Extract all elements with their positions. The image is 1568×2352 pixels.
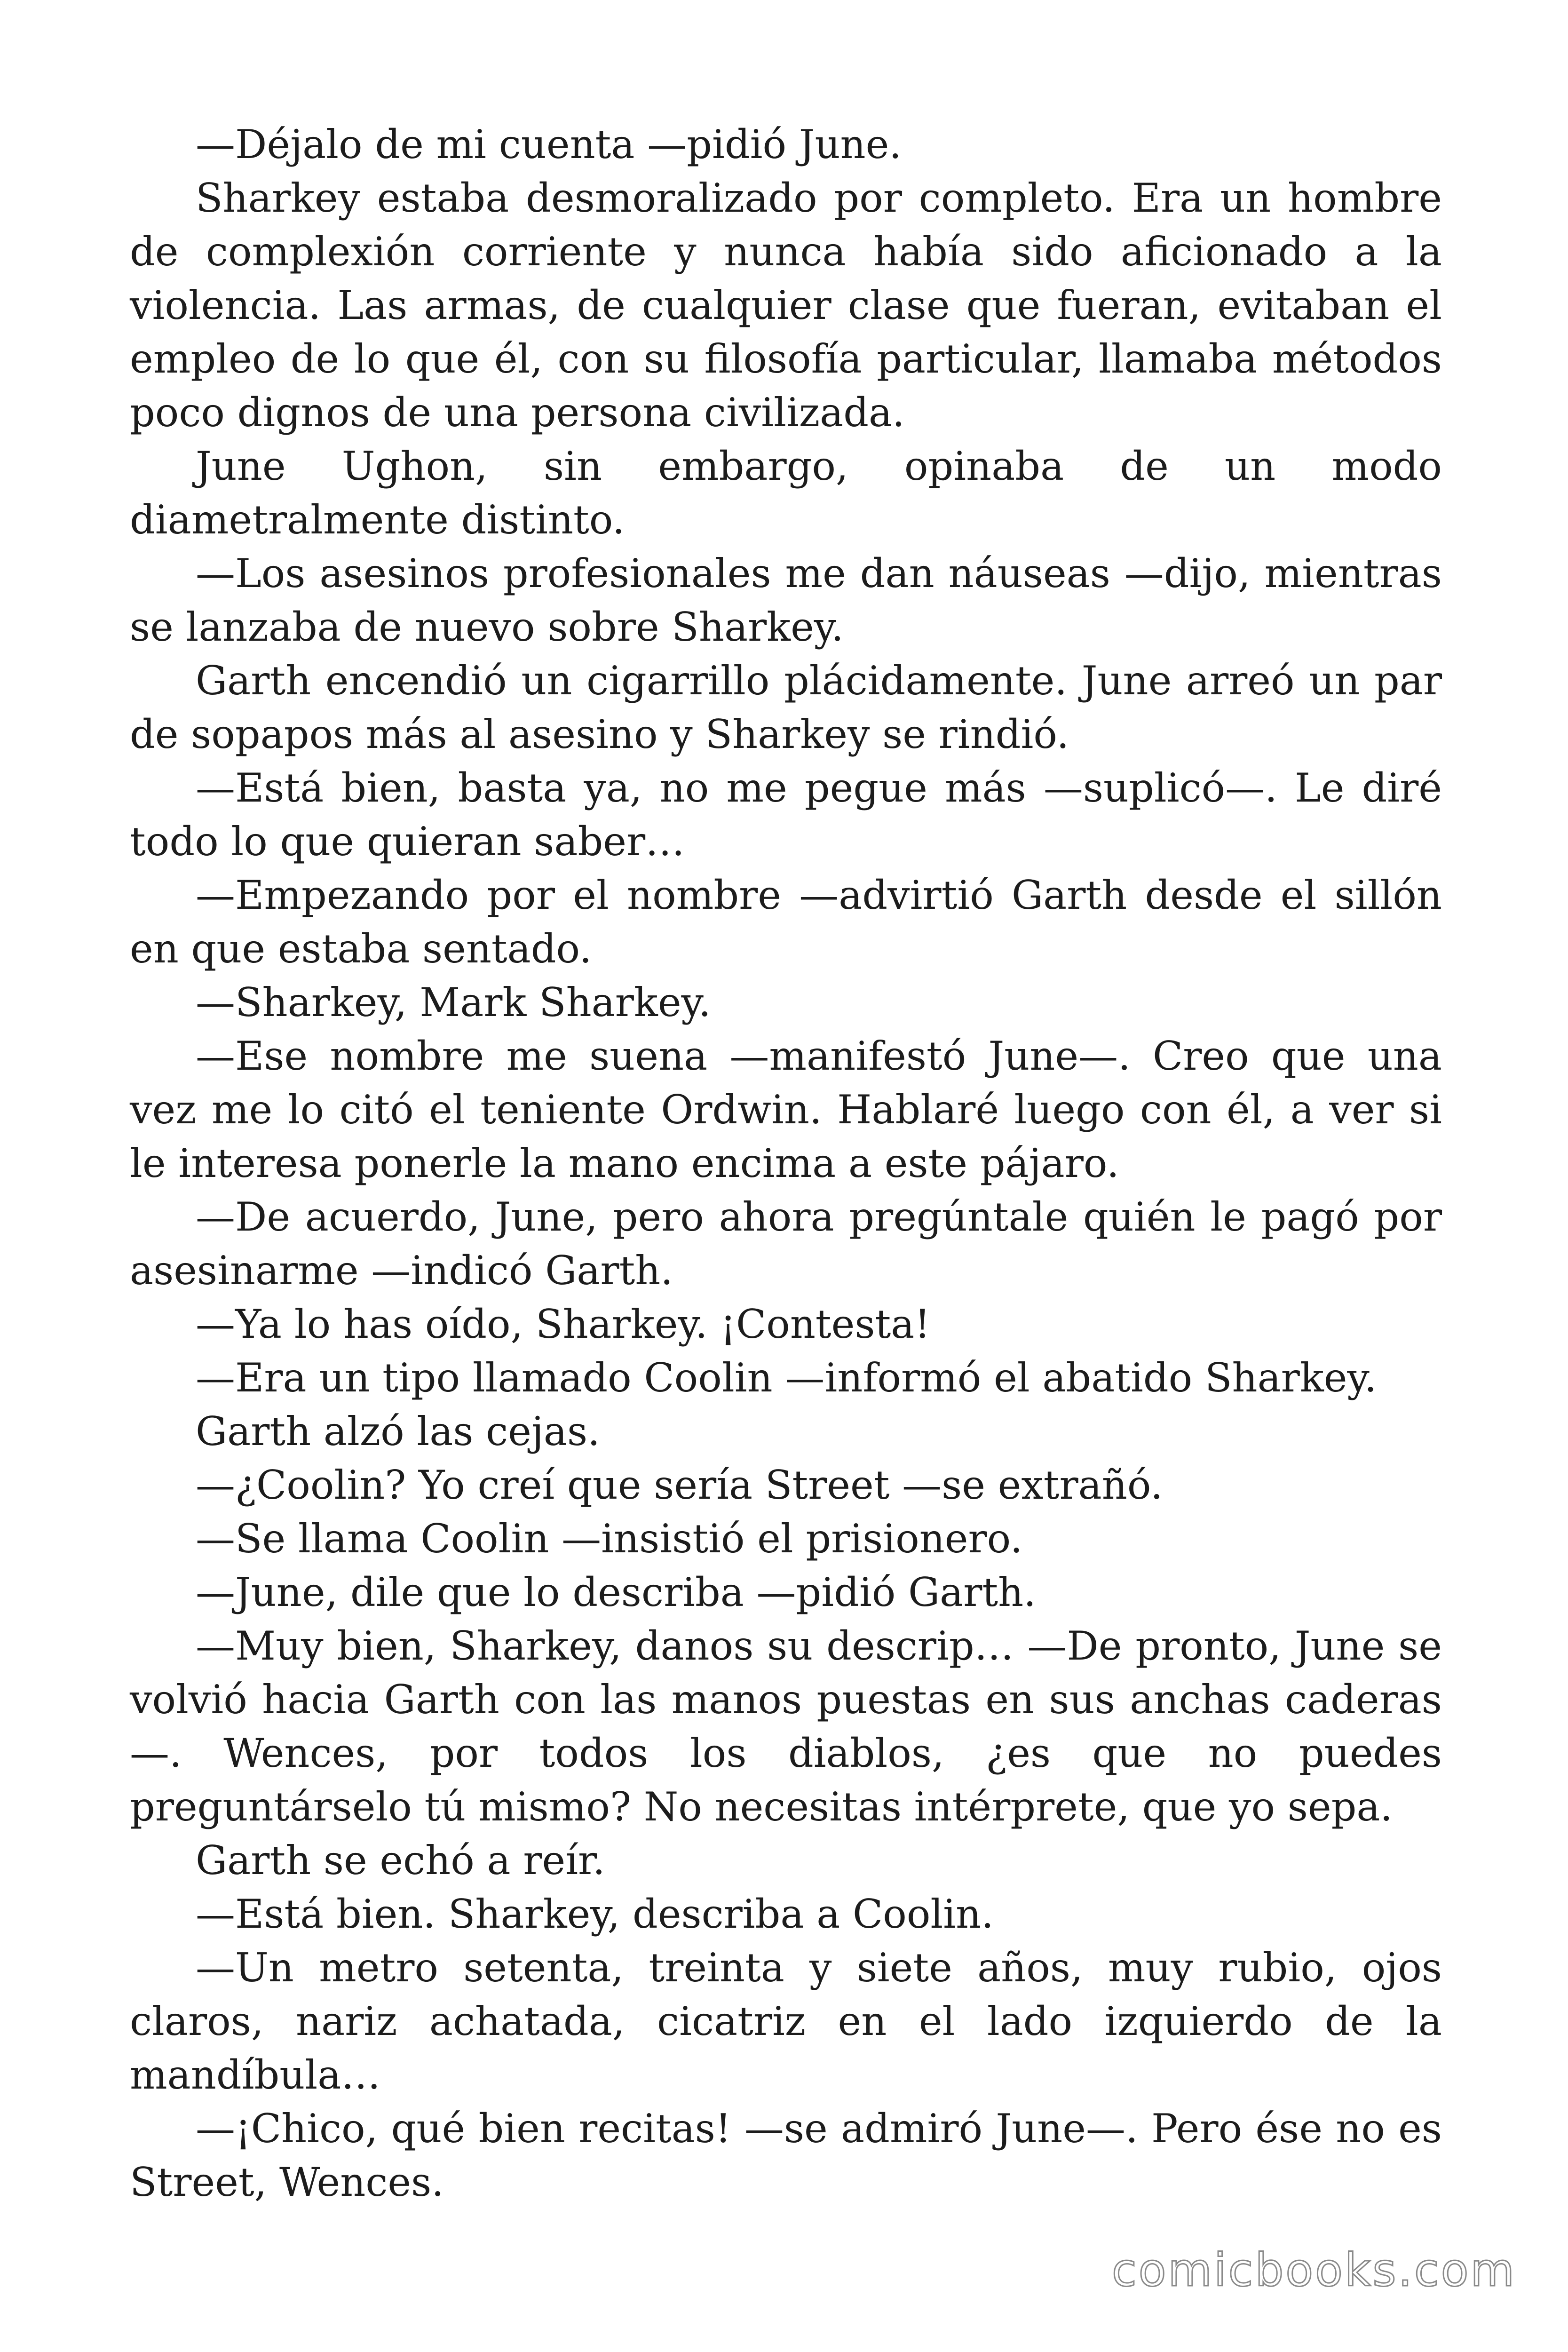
paragraph: —¿Coolin? Yo creí que sería Street —se extrañó.	[196, 1462, 1163, 1508]
paragraph: —Está bien, basta ya, no me pegue más —suplicó—. Le diré todo lo que quieran saber…	[130, 765, 1442, 865]
paragraph: —Está bien. Sharkey, describa a Coolin.	[196, 1891, 994, 1937]
paragraph: —Los asesinos profesionales me dan náuseas —dijo, mientras se lanzaba de nuevo sobre Sharkey.	[130, 550, 1442, 650]
paragraph: Sharkey estaba desmoralizado por completo. Era un hombre de complexión corriente y nunca había sido aficionado a la violencia. Las armas, de cualquier clase que fueran, evitaban el empleo de lo que él, con su filosofía particular, llamaba métodos poco dignos de una persona civilizada.	[130, 175, 1442, 436]
paragraph: —¡Chico, qué bien recitas! —se admiró June—. Pero ése no es Street, Wences.	[130, 2106, 1442, 2205]
paragraph: —Ya lo has oído, Sharkey. ¡Contesta!	[196, 1301, 931, 1347]
paragraph: —Muy bien, Sharkey, danos su descrip… —De pronto, June se volvió hacia Garth con las manos puestas en sus anchas caderas—. Wences, por todos los diablos, ¿es que no puedes preguntárselo tú mismo? No necesitas intérprete, que yo sepa.	[130, 1623, 1442, 1830]
paragraph: —Un metro setenta, treinta y siete años, muy rubio, ojos claros, nariz achatada, cicatriz en el lado izquierdo de la mandíbula…	[130, 1945, 1442, 2098]
paragraph: —Empezando por el nombre —advirtió Garth desde el sillón en que estaba sentado.	[130, 872, 1442, 972]
paragraph: Garth alzó las cejas.	[196, 1408, 600, 1454]
body-text	[130, 118, 1442, 2209]
paragraph: Garth encendió un cigarrillo plácidamente. June arreó un par de sopapos más al asesino y Sharkey se rindió.	[130, 658, 1442, 757]
paragraph: —Déjalo de mi cuenta —pidió June.	[196, 121, 902, 167]
paragraph: —Sharkey, Mark Sharkey.	[196, 979, 711, 1025]
paragraph: —De acuerdo, June, pero ahora pregúntale quién le pagó por asesinarme —indicó Garth.	[130, 1194, 1442, 1294]
paragraph: —Era un tipo llamado Coolin —informó el abatido Sharkey.	[196, 1355, 1377, 1401]
paragraph: —June, dile que lo describa —pidió Garth.	[196, 1569, 1036, 1615]
watermark: comicbooks.com	[1111, 2244, 1516, 2296]
paragraph: —Se llama Coolin —insistió el prisionero.	[196, 1516, 1023, 1562]
paragraph: June Ughon, sin embargo, opinaba de un modo diametralmente distinto.	[130, 443, 1442, 543]
paragraph: —Ese nombre me suena —manifestó June—. Creo que una vez me lo citó el teniente Ordwin. Hablaré luego con él, a ver si le interesa ponerle la mano encima a este pájaro.	[130, 1033, 1442, 1186]
paragraph: Garth se echó a reír.	[196, 1837, 605, 1883]
